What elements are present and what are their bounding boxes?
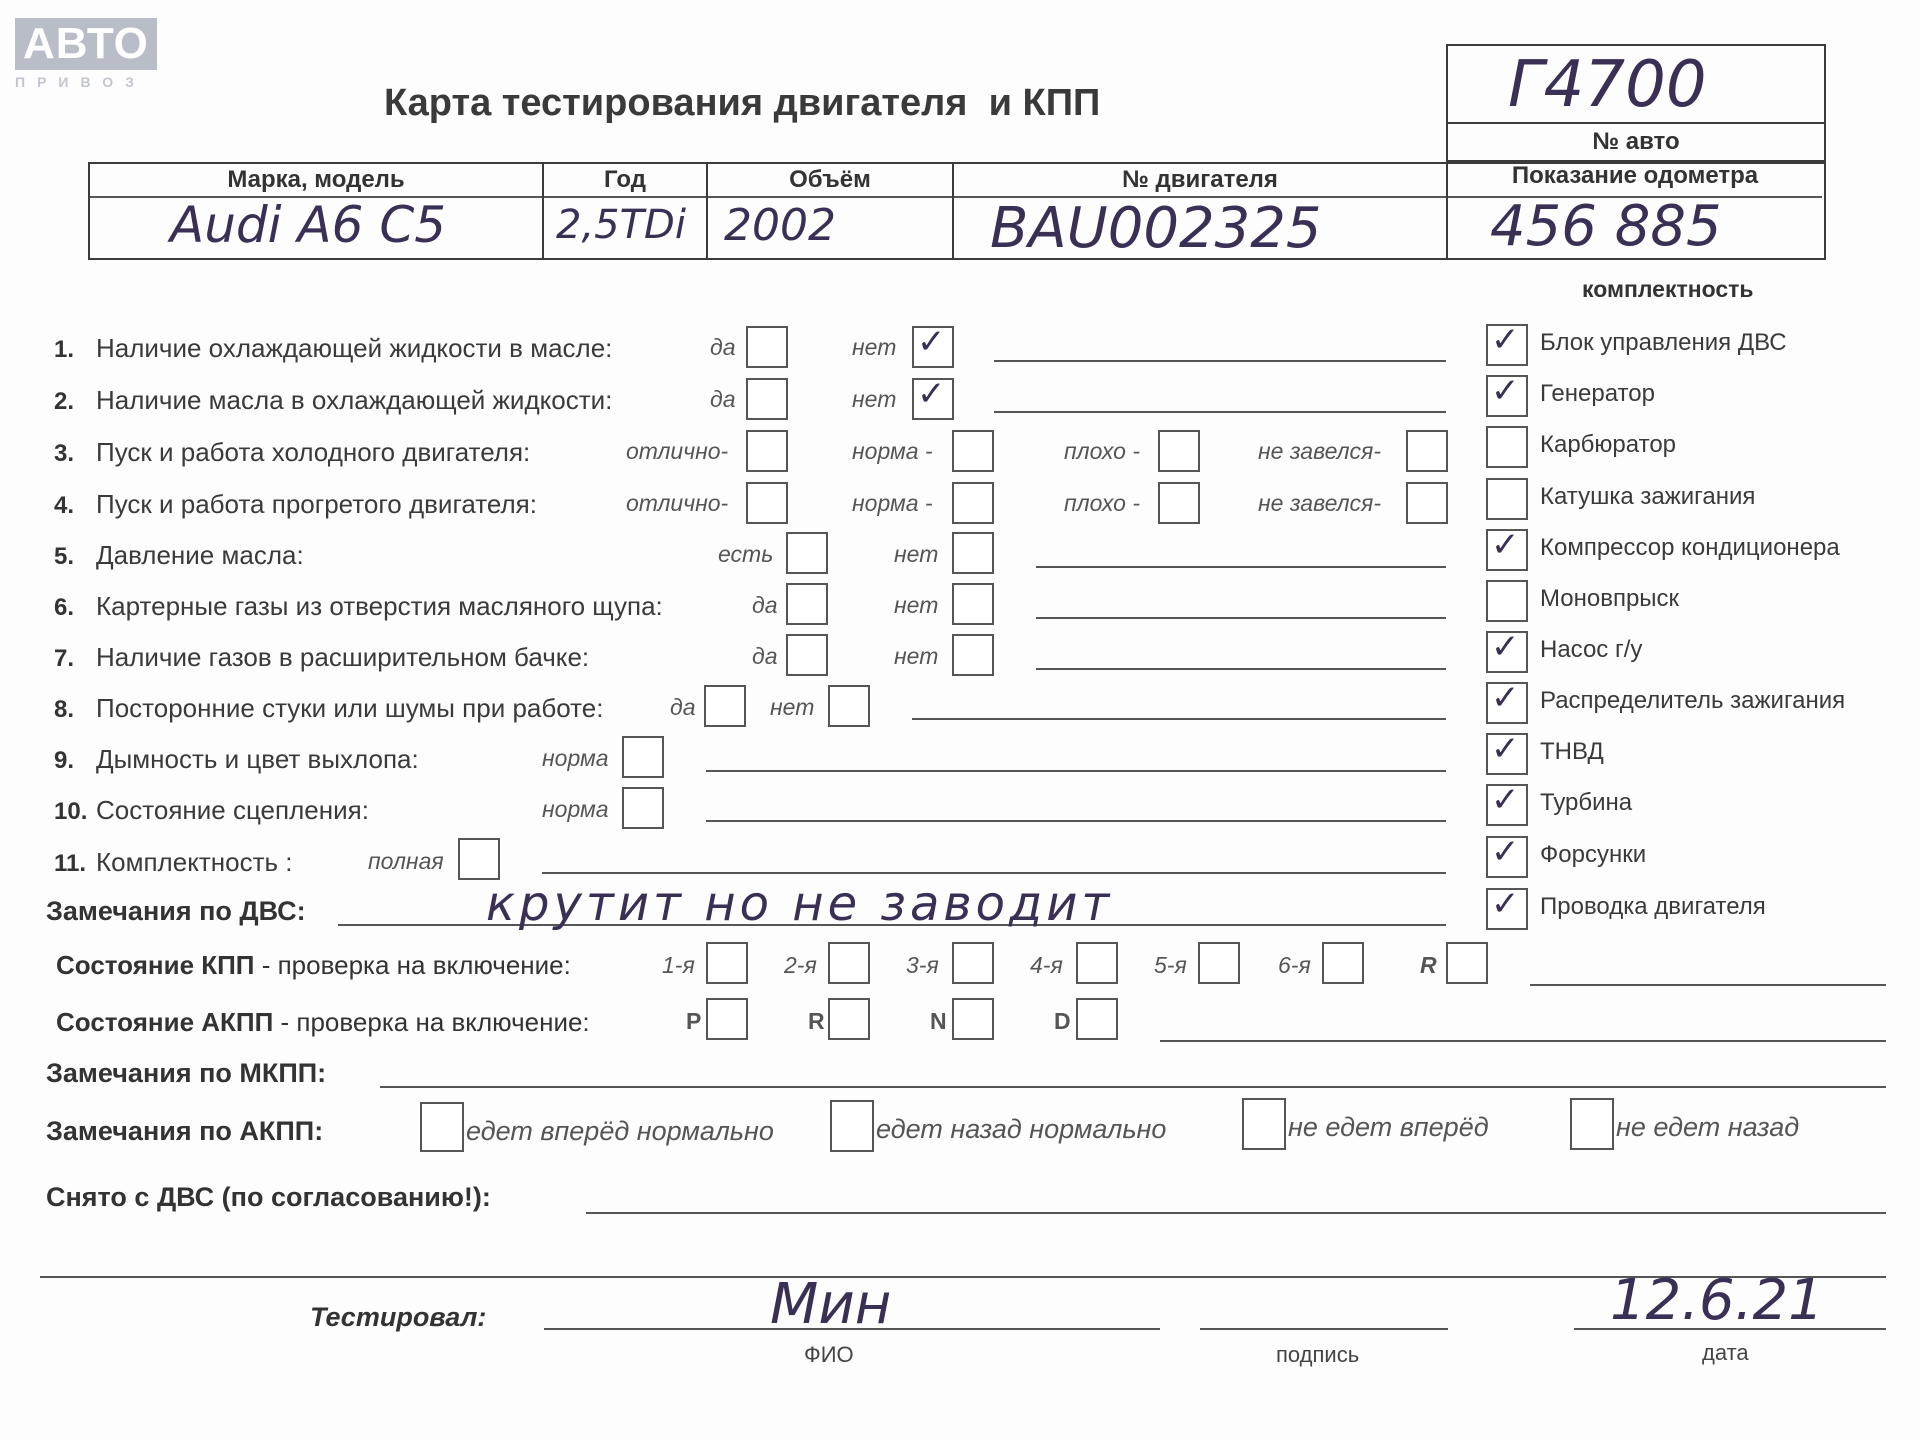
gear-label: 6-я [1278,952,1311,978]
kit-title: комплектность [1582,276,1754,302]
akpp-mode-label: N [930,1008,947,1034]
question-text: Наличие охлаждающей жидкости в масле: [96,333,613,363]
date-caption: дата [1702,1340,1749,1365]
akpp-option-checkbox[interactable] [830,1100,874,1152]
question-number: 8. [54,696,75,723]
kit-checkbox[interactable] [1486,832,1528,878]
q8-yes-checkbox[interactable] [704,685,746,727]
question-text: Картерные газы из отверстия масляного щупа: [96,591,663,621]
sign-line [1200,1328,1448,1330]
page-title: Карта тестирования двигателя и КПП [384,82,1101,124]
akpp-mode-label: R [808,1008,825,1034]
akpp-p-checkbox[interactable] [706,998,748,1040]
q7-yes-checkbox[interactable] [786,634,828,676]
kit-checkbox[interactable] [1486,426,1528,468]
check-mark-icon: ✓ [1491,729,1520,769]
akpp-mode-label: D [1054,1008,1071,1034]
opt-yes-label: да [752,592,778,618]
question-number: 4. [54,492,75,519]
q7-no-checkbox[interactable] [952,634,994,676]
name-value: Мин [770,1272,892,1337]
akpp-r-checkbox[interactable] [828,998,870,1040]
q4-bad-checkbox[interactable] [1158,482,1200,524]
akpp-option-label: едет назад нормально [876,1114,1167,1144]
question-text: Давление масла: [96,540,304,570]
kit-item-label: Проводка двигателя [1540,893,1766,920]
kit-item-label: Распределитель зажигания [1540,687,1846,714]
check-mark-icon: ✓ [917,322,946,362]
opt-no-label: нет [852,334,897,360]
answer-line [1036,566,1446,568]
opt-no-label: нет [894,541,939,567]
kit-item-label: ТНВД [1540,738,1604,765]
q10-normal-checkbox[interactable] [622,787,664,829]
answer-line [542,872,1446,874]
opt-no-label: нет [770,694,815,720]
question-number: 11. [54,850,87,877]
tested-label: Тестировал: [310,1302,487,1332]
opt-bad-label: плохо - [1064,490,1140,516]
answer-line [994,411,1446,413]
akpp-option-checkbox[interactable] [1570,1098,1614,1150]
q4-excellent-checkbox[interactable] [746,482,788,524]
opt-no-label: нет [894,592,939,618]
q3-bad-checkbox[interactable] [1158,430,1200,472]
kit-item-label: Насос г/у [1540,636,1643,663]
question-text: Комплектность : [96,847,293,877]
car-number-label-cell [1446,122,1826,162]
opt-nostart-label: не завелся- [1258,490,1382,516]
gear-r-checkbox[interactable] [1446,942,1488,984]
kit-checkbox[interactable] [1486,320,1528,366]
answer-line [912,718,1446,720]
opt-yes-label: да [752,643,778,669]
q4-normal-checkbox[interactable] [952,482,994,524]
engine-number-label: № двигателя [1122,166,1278,193]
question-text: Посторонние стуки или шумы при работе: [96,693,604,723]
odometer-value: 456 885 [1490,194,1722,259]
opt-normal-label: норма [542,745,609,771]
opt-normal-label: норма - [852,438,933,464]
volume-value: 2002 [724,200,836,251]
gear-1-checkbox[interactable] [706,942,748,984]
kit-item-label: Форсунки [1540,841,1647,868]
opt-bad-label: плохо - [1064,438,1140,464]
opt-yes-label: да [670,694,696,720]
answer-line [706,820,1446,822]
brand-label: Марка, модель [227,166,405,193]
q3-nostart-checkbox[interactable] [1406,430,1448,472]
question-number: 1. [54,336,75,363]
check-mark-icon: ✓ [1491,525,1520,565]
kit-checkbox[interactable] [1486,884,1528,930]
kit-item-label: Карбюратор [1540,431,1677,458]
opt-no-label: нет [894,643,939,669]
q1-no-checkbox[interactable] [912,322,954,368]
q5-no-checkbox[interactable] [952,532,994,574]
check-mark-icon: ✓ [917,374,946,414]
akpp-label-bold: Состояние АКПП [56,1007,274,1037]
akpp-option-label: едет вперёд нормально [466,1116,774,1146]
kit-item-label: Компрессор кондиционера [1540,534,1840,561]
gear-5-checkbox[interactable] [1198,942,1240,984]
question-text: Пуск и работа холодного двигателя: [96,437,531,467]
opt-normal-label: норма [542,796,609,822]
akpp-mode-label: P [686,1008,702,1034]
car-number-box [1446,44,1826,124]
check-mark-icon: ✓ [1491,371,1520,411]
question-number: 7. [54,645,75,672]
question-text: Пуск и работа прогретого двигателя: [96,489,537,519]
kit-checkbox[interactable] [1486,525,1528,571]
remarks-akpp-label: Замечания по АКПП: [46,1116,324,1146]
kpp-label-bold: Состояние КПП [56,950,255,980]
check-mark-icon: ✓ [1491,678,1520,718]
year-value: 2,5TDi [556,202,686,248]
kit-checkbox[interactable] [1486,678,1528,724]
check-mark-icon: ✓ [1491,780,1520,820]
gear-label: 1-я [662,952,695,978]
check-mark-icon: ✓ [1491,320,1520,360]
q1-yes-checkbox[interactable] [746,326,788,368]
odometer-label: Показание одометра [1511,162,1759,189]
akpp-n-checkbox[interactable] [952,998,994,1040]
question-number: 9. [54,747,75,774]
akpp-option-checkbox[interactable] [420,1102,464,1152]
logo-subtext: ПРИВОЗ [15,74,146,90]
q8-no-checkbox[interactable] [828,685,870,727]
akpp-label-rest: - проверка на включение: [273,1007,590,1037]
akpp-line [1160,1040,1886,1042]
sign-caption: подпись [1276,1342,1360,1367]
opt-yes-label: да [710,334,736,360]
check-mark-icon: ✓ [1491,884,1520,924]
car-number-value: Г4700 [1508,48,1707,122]
answer-line [706,770,1446,772]
gear-label: 2-я [784,952,817,978]
opt-nostart-label: не завелся- [1258,438,1382,464]
removed-label: Снято с ДВС (по согласованию!): [46,1182,491,1212]
q2-yes-checkbox[interactable] [746,378,788,420]
q9-normal-checkbox[interactable] [622,736,664,778]
question-number: 3. [54,440,75,467]
gear-label: 3-я [906,952,939,978]
kpp-line [1530,984,1886,986]
engine-number-value: BAU002325 [990,196,1322,261]
opt-full-label: полная [368,848,444,874]
check-mark-icon: ✓ [1491,832,1520,872]
q2-no-checkbox[interactable] [912,374,954,420]
akpp-d-checkbox[interactable] [1076,998,1118,1040]
question-number: 6. [54,594,75,621]
opt-excellent-label: отлично- [626,438,729,464]
q11-full-checkbox[interactable] [458,838,500,880]
akpp-label [56,1007,590,1038]
kit-item-label: Катушка зажигания [1540,483,1756,510]
kit-checkbox[interactable] [1486,627,1528,673]
q3-normal-checkbox[interactable] [952,430,994,472]
answer-line [994,360,1446,362]
gear-2-checkbox[interactable] [828,942,870,984]
opt-exists-label: есть [718,541,774,567]
brand-value: Audi A6 C5 [170,196,447,254]
kit-checkbox[interactable] [1486,780,1528,826]
year-label: Год [604,166,646,193]
answer-line [1036,617,1446,619]
kit-checkbox[interactable] [1486,478,1528,520]
question-text: Дымность и цвет выхлопа: [96,744,419,774]
gear-label: 4-я [1030,952,1063,978]
kit-item-label: Генератор [1540,380,1655,407]
q3-excellent-checkbox[interactable] [746,430,788,472]
name-caption: ФИО [804,1342,854,1367]
removed-line [586,1212,1886,1214]
question-text: Наличие масла в охлаждающей жидкости: [96,385,613,415]
opt-excellent-label: отлично- [626,490,729,516]
opt-yes-label: да [710,386,736,412]
car-number-label: № авто [1592,128,1680,155]
question-number: 2. [54,388,75,415]
akpp-option-label: не едет вперёд [1288,1112,1489,1142]
question-text: Наличие газов в расширительном бачке: [96,642,590,672]
akpp-option-label: не едет назад [1616,1112,1800,1142]
remarks-engine-value: крутит но не заводит [486,876,1114,932]
logo-text: АВТО [15,18,157,70]
question-number: 5. [54,543,75,570]
kit-checkbox[interactable] [1486,729,1528,775]
question-number: 10. [54,798,88,825]
remarks-mkpp-line [380,1086,1886,1088]
q4-nostart-checkbox[interactable] [1406,482,1448,524]
kpp-label-rest: - проверка на включение: [254,950,571,980]
date-value: 12.6.21 [1610,1268,1824,1333]
kpp-label [56,950,571,981]
opt-normal-label: норма - [852,490,933,516]
gear-4-checkbox[interactable] [1076,942,1118,984]
gear-label: R [1420,952,1437,978]
volume-label: Объём [789,166,871,193]
kit-item-label: Блок управления ДВС [1540,329,1787,356]
logo [15,18,157,90]
opt-no-label: нет [852,386,897,412]
kit-checkbox[interactable] [1486,580,1528,622]
remarks-mkpp-label: Замечания по МКПП: [46,1058,327,1088]
question-text: Состояние сцепления: [96,795,369,825]
gear-3-checkbox[interactable] [952,942,994,984]
answer-line [1036,668,1446,670]
q6-yes-checkbox[interactable] [786,583,828,625]
kit-item-label: Моновпрыск [1540,585,1680,612]
gear-label: 5-я [1154,952,1187,978]
kit-item-label: Турбина [1540,789,1633,816]
q6-no-checkbox[interactable] [952,583,994,625]
gear-6-checkbox[interactable] [1322,942,1364,984]
check-mark-icon: ✓ [1491,627,1520,667]
akpp-option-checkbox[interactable] [1242,1098,1286,1150]
kit-checkbox[interactable] [1486,371,1528,417]
remarks-engine-label: Замечания по ДВС: [46,896,306,926]
q5-exists-checkbox[interactable] [786,532,828,574]
